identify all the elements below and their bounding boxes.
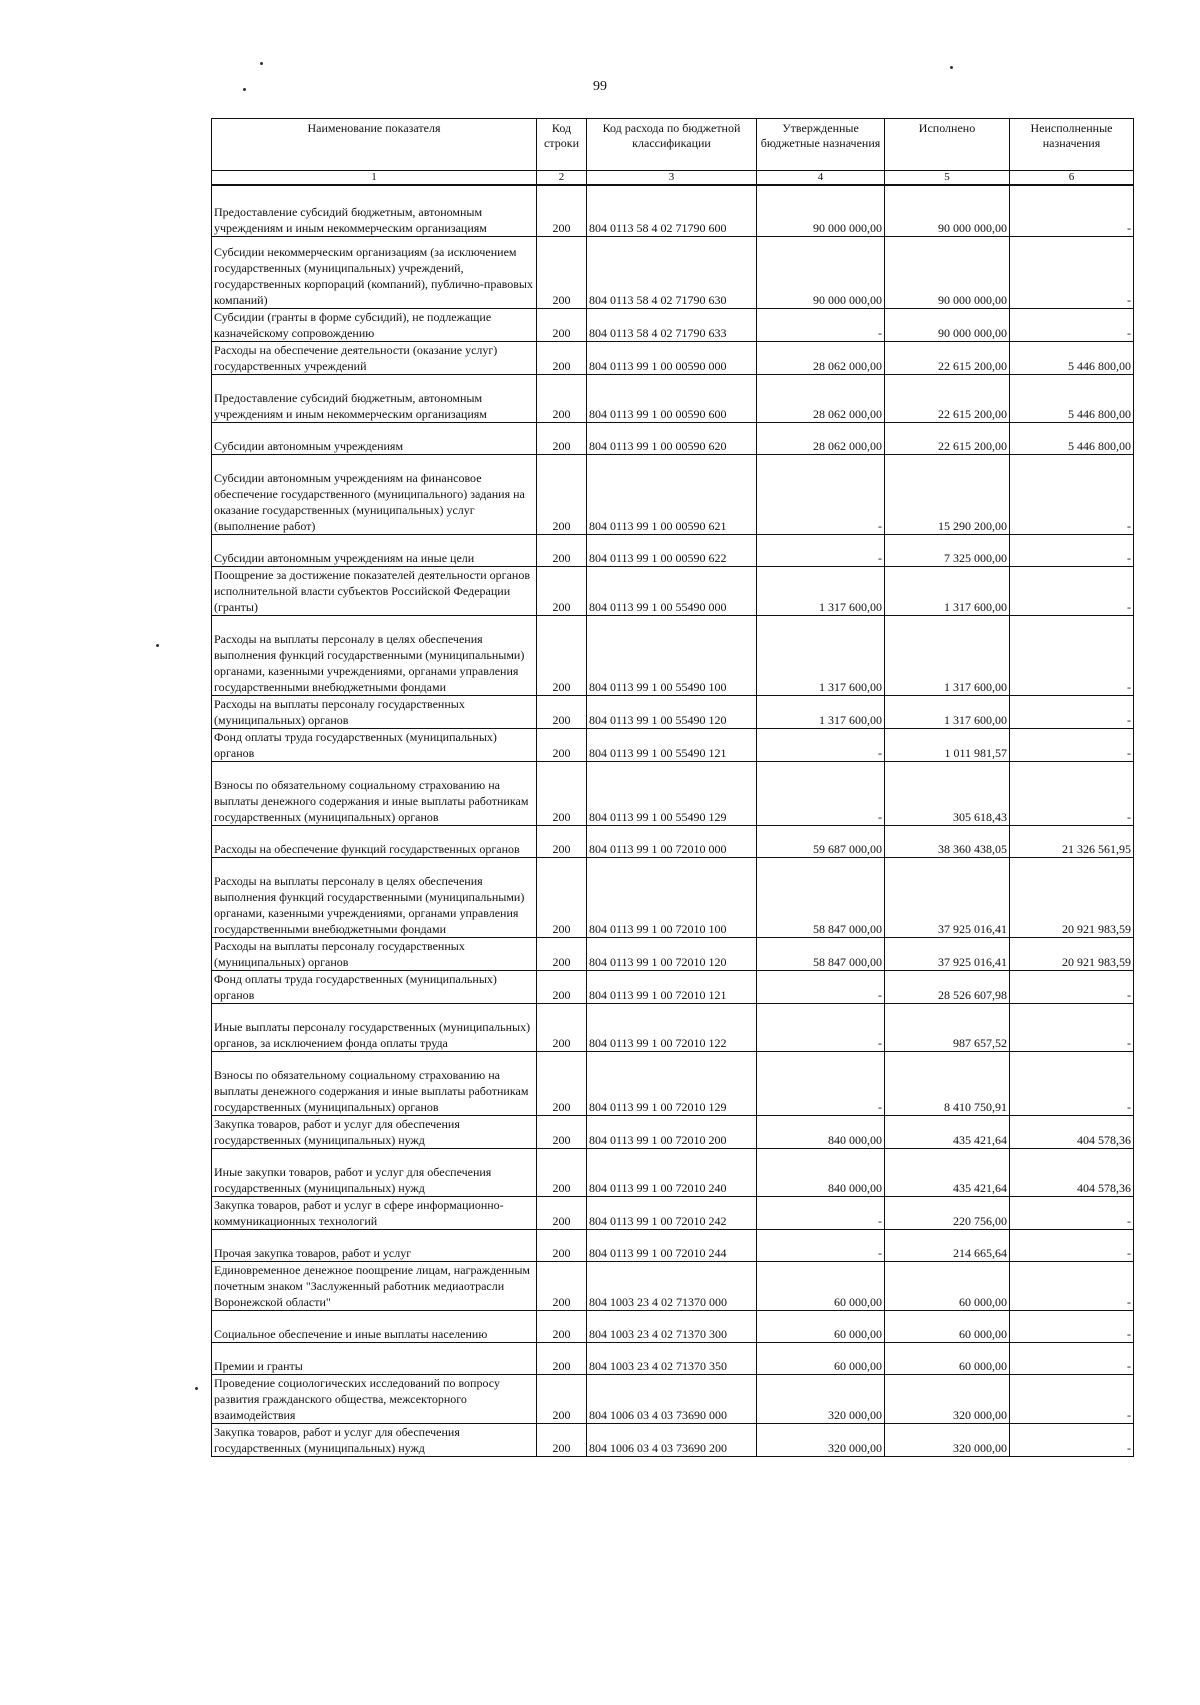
row-approved-amount: 320 000,00 [757,1424,885,1457]
row-unexecuted-amount: - [1010,971,1134,1004]
table-row [212,342,1134,375]
row-line-code-cell: 200 [537,1230,587,1262]
row-executed-amount: 1 011 981,57 [885,729,1010,762]
row-line-code-cell: 200 [537,1004,587,1052]
row-budget-code-cell: 804 0113 99 1 00 55490 121 [587,729,757,762]
row-name-cell: Социальное обеспечение и иные выплаты населению [212,1311,537,1343]
scan-speck [195,1387,198,1390]
table-row [212,1149,1134,1197]
row-executed-amount: 90 000 000,00 [885,185,1010,237]
column-header-budget-code: Код расхода по бюджетной классификации [587,119,757,171]
row-approved-amount: 840 000,00 [757,1149,885,1197]
table-row [212,1116,1134,1149]
row-unexecuted-amount: - [1010,309,1134,342]
row-budget-code-cell: 804 0113 58 4 02 71790 630 [587,237,757,309]
table-row [212,1424,1134,1457]
row-line-code-cell: 200 [537,1197,587,1230]
table-row [212,185,1134,237]
column-number: 1 [212,171,537,185]
row-name-cell: Прочая закупка товаров, работ и услуг [212,1230,537,1262]
table-row [212,567,1134,616]
column-header-executed: Исполнено [885,119,1010,171]
table-row [212,1311,1134,1343]
row-unexecuted-amount: - [1010,1375,1134,1424]
column-header-approved: Утвержденные бюджетные назначения [757,119,885,171]
row-name-cell: Субсидии автономным учреждениям на иные цели [212,535,537,567]
row-line-code-cell: 200 [537,1052,587,1116]
row-approved-amount: - [757,1230,885,1262]
table-row [212,237,1134,309]
table-row [212,1262,1134,1311]
row-unexecuted-amount: - [1010,237,1134,309]
row-name-cell: Закупка товаров, работ и услуг в сфере информационно-коммуникационных технологий [212,1197,537,1230]
row-line-code-cell: 200 [537,696,587,729]
table-row [212,858,1134,938]
table-row [212,971,1134,1004]
row-unexecuted-amount: - [1010,1004,1134,1052]
row-line-code-cell: 200 [537,455,587,535]
row-unexecuted-amount: - [1010,185,1134,237]
row-line-code-cell: 200 [537,1424,587,1457]
row-line-code-cell: 200 [537,1375,587,1424]
budget-execution-table [211,118,1134,1457]
table-row [212,1343,1134,1375]
row-approved-amount: - [757,1052,885,1116]
row-executed-amount: 90 000 000,00 [885,309,1010,342]
table-row [212,1004,1134,1052]
row-line-code-cell: 200 [537,616,587,696]
row-budget-code-cell: 804 0113 99 1 00 00590 600 [587,375,757,423]
row-budget-code-cell: 804 0113 58 4 02 71790 600 [587,185,757,237]
row-line-code-cell: 200 [537,1311,587,1343]
row-approved-amount: 320 000,00 [757,1375,885,1424]
row-line-code-cell: 200 [537,309,587,342]
row-name-cell: Фонд оплаты труда государственных (муниципальных) органов [212,971,537,1004]
row-name-cell: Расходы на обеспечение функций государственных органов [212,826,537,858]
row-budget-code-cell: 804 0113 99 1 00 00590 000 [587,342,757,375]
row-budget-code-cell: 804 0113 99 1 00 72010 200 [587,1116,757,1149]
row-line-code-cell: 200 [537,1343,587,1375]
row-budget-code-cell: 804 1006 03 4 03 73690 000 [587,1375,757,1424]
row-budget-code-cell: 804 1006 03 4 03 73690 200 [587,1424,757,1457]
column-number-row [212,171,1134,185]
table-row [212,729,1134,762]
row-unexecuted-amount: - [1010,1230,1134,1262]
row-name-cell: Предоставление субсидий бюджетным, автономным учреждениям и иным некоммерческим организациям [212,375,537,423]
row-line-code-cell: 200 [537,1262,587,1311]
row-name-cell: Субсидии автономным учреждениям [212,423,537,455]
row-executed-amount: 22 615 200,00 [885,375,1010,423]
row-executed-amount: 22 615 200,00 [885,423,1010,455]
row-budget-code-cell: 804 0113 99 1 00 72010 240 [587,1149,757,1197]
row-name-cell: Фонд оплаты труда государственных (муниципальных) органов [212,729,537,762]
table-row [212,1197,1134,1230]
row-executed-amount: 37 925 016,41 [885,858,1010,938]
column-number: 2 [537,171,587,185]
row-budget-code-cell: 804 0113 99 1 00 55490 100 [587,616,757,696]
row-approved-amount: 60 000,00 [757,1262,885,1311]
column-header-name: Наименование показателя [212,119,537,171]
column-number: 6 [1010,171,1134,185]
row-executed-amount: 305 618,43 [885,762,1010,826]
row-unexecuted-amount: 20 921 983,59 [1010,938,1134,971]
row-name-cell: Закупка товаров, работ и услуг для обеспечения государственных (муниципальных) нужд [212,1116,537,1149]
column-number: 4 [757,171,885,185]
row-executed-amount: 28 526 607,98 [885,971,1010,1004]
row-line-code-cell: 200 [537,567,587,616]
row-approved-amount: 59 687 000,00 [757,826,885,858]
row-budget-code-cell: 804 1003 23 4 02 71370 350 [587,1343,757,1375]
row-budget-code-cell: 804 0113 99 1 00 55490 120 [587,696,757,729]
row-name-cell: Расходы на обеспечение деятельности (оказание услуг) государственных учреждений [212,342,537,375]
table-row [212,455,1134,535]
row-approved-amount: 1 317 600,00 [757,696,885,729]
row-line-code-cell: 200 [537,535,587,567]
row-budget-code-cell: 804 0113 99 1 00 72010 244 [587,1230,757,1262]
row-line-code-cell: 200 [537,237,587,309]
row-name-cell: Премии и гранты [212,1343,537,1375]
row-budget-code-cell: 804 0113 99 1 00 55490 000 [587,567,757,616]
row-budget-code-cell: 804 1003 23 4 02 71370 000 [587,1262,757,1311]
row-approved-amount: 840 000,00 [757,1116,885,1149]
row-line-code-cell: 200 [537,971,587,1004]
table-row [212,696,1134,729]
scan-speck [950,66,953,69]
column-number: 5 [885,171,1010,185]
row-unexecuted-amount: - [1010,1197,1134,1230]
column-header-line-code: Код строки [537,119,587,171]
scan-speck [260,62,263,65]
row-budget-code-cell: 804 0113 99 1 00 55490 129 [587,762,757,826]
row-executed-amount: 38 360 438,05 [885,826,1010,858]
row-unexecuted-amount: - [1010,1262,1134,1311]
row-executed-amount: 1 317 600,00 [885,696,1010,729]
row-executed-amount: 987 657,52 [885,1004,1010,1052]
row-approved-amount: 60 000,00 [757,1343,885,1375]
row-name-cell: Взносы по обязательному социальному страхованию на выплаты денежного содержания и иные выплаты работникам государственных (муниципальных) органов [212,762,537,826]
row-unexecuted-amount: 5 446 800,00 [1010,375,1134,423]
row-executed-amount: 435 421,64 [885,1116,1010,1149]
row-unexecuted-amount: 5 446 800,00 [1010,423,1134,455]
row-name-cell: Расходы на выплаты персоналу государственных (муниципальных) органов [212,696,537,729]
table-row [212,309,1134,342]
row-name-cell: Субсидии некоммерческим организациям (за исключением государственных (муниципальных) учреждений, государственных корпораций (компаний), публично-правовых компаний) [212,237,537,309]
row-name-cell: Субсидии (гранты в форме субсидий), не подлежащие казначейскому сопровождению [212,309,537,342]
column-header-unexecuted: Неисполненные назначения [1010,119,1134,171]
row-unexecuted-amount: - [1010,535,1134,567]
row-executed-amount: 8 410 750,91 [885,1052,1010,1116]
table-row [212,1375,1134,1424]
row-name-cell: Закупка товаров, работ и услуг для обеспечения государственных (муниципальных) нужд [212,1424,537,1457]
row-unexecuted-amount: - [1010,455,1134,535]
row-line-code-cell: 200 [537,1149,587,1197]
row-line-code-cell: 200 [537,938,587,971]
row-unexecuted-amount: 404 578,36 [1010,1149,1134,1197]
row-approved-amount: - [757,455,885,535]
row-name-cell: Расходы на выплаты персоналу государственных (муниципальных) органов [212,938,537,971]
row-line-code-cell: 200 [537,1116,587,1149]
row-executed-amount: 214 665,64 [885,1230,1010,1262]
row-executed-amount: 7 325 000,00 [885,535,1010,567]
row-name-cell: Иные закупки товаров, работ и услуг для обеспечения государственных (муниципальных) нужд [212,1149,537,1197]
table-row [212,826,1134,858]
row-approved-amount: 1 317 600,00 [757,616,885,696]
row-executed-amount: 1 317 600,00 [885,616,1010,696]
row-executed-amount: 435 421,64 [885,1149,1010,1197]
row-budget-code-cell: 804 0113 99 1 00 72010 100 [587,858,757,938]
row-approved-amount: 60 000,00 [757,1311,885,1343]
table-body [212,185,1134,1457]
row-unexecuted-amount: - [1010,1311,1134,1343]
row-unexecuted-amount: 20 921 983,59 [1010,858,1134,938]
row-unexecuted-amount: - [1010,567,1134,616]
row-budget-code-cell: 804 0113 99 1 00 72010 129 [587,1052,757,1116]
row-approved-amount: - [757,1004,885,1052]
table-row [212,535,1134,567]
row-line-code-cell: 200 [537,342,587,375]
row-budget-code-cell: 804 0113 99 1 00 00590 620 [587,423,757,455]
row-executed-amount: 60 000,00 [885,1262,1010,1311]
row-executed-amount: 90 000 000,00 [885,237,1010,309]
row-name-cell: Проведение социологических исследований по вопросу развития гражданского общества, межсекторного взаимодействия [212,1375,537,1424]
row-unexecuted-amount: 404 578,36 [1010,1116,1134,1149]
table-row [212,938,1134,971]
row-executed-amount: 22 615 200,00 [885,342,1010,375]
row-unexecuted-amount: - [1010,1343,1134,1375]
scan-speck [156,644,159,647]
row-line-code-cell: 200 [537,375,587,423]
row-unexecuted-amount: - [1010,1052,1134,1116]
row-approved-amount: - [757,762,885,826]
row-executed-amount: 320 000,00 [885,1375,1010,1424]
table-row [212,1230,1134,1262]
row-executed-amount: 15 290 200,00 [885,455,1010,535]
row-unexecuted-amount: - [1010,729,1134,762]
scan-speck [243,88,246,91]
row-line-code-cell: 200 [537,185,587,237]
row-approved-amount: 90 000 000,00 [757,237,885,309]
row-approved-amount: - [757,1197,885,1230]
row-approved-amount: - [757,729,885,762]
row-executed-amount: 320 000,00 [885,1424,1010,1457]
table-row [212,375,1134,423]
row-budget-code-cell: 804 0113 99 1 00 72010 000 [587,826,757,858]
row-name-cell: Поощрение за достижение показателей деятельности органов исполнительной власти субъектов Российской Федерации (гранты) [212,567,537,616]
row-approved-amount: - [757,535,885,567]
row-executed-amount: 1 317 600,00 [885,567,1010,616]
row-line-code-cell: 200 [537,826,587,858]
row-budget-code-cell: 804 0113 99 1 00 00590 622 [587,535,757,567]
row-approved-amount: 28 062 000,00 [757,342,885,375]
table-row [212,423,1134,455]
row-name-cell: Взносы по обязательному социальному страхованию на выплаты денежного содержания и иные выплаты работникам государственных (муниципальных) органов [212,1052,537,1116]
row-executed-amount: 220 756,00 [885,1197,1010,1230]
table-header-row [212,119,1134,171]
row-name-cell: Единовременное денежное поощрение лицам, награжденным почетным знаком "Заслуженный работник медиаотрасли Воронежской области" [212,1262,537,1311]
row-line-code-cell: 200 [537,423,587,455]
row-unexecuted-amount: - [1010,1424,1134,1457]
row-executed-amount: 37 925 016,41 [885,938,1010,971]
row-approved-amount: 28 062 000,00 [757,375,885,423]
row-budget-code-cell: 804 0113 99 1 00 00590 621 [587,455,757,535]
row-name-cell: Расходы на выплаты персоналу в целях обеспечения выполнения функций государственными (муниципальными) органами, казенными учреждениями, органами управления государственными внебюджетными фондами [212,616,537,696]
row-executed-amount: 60 000,00 [885,1311,1010,1343]
row-budget-code-cell: 804 0113 99 1 00 72010 122 [587,1004,757,1052]
row-approved-amount: 1 317 600,00 [757,567,885,616]
row-line-code-cell: 200 [537,729,587,762]
row-budget-code-cell: 804 1003 23 4 02 71370 300 [587,1311,757,1343]
row-budget-code-cell: 804 0113 58 4 02 71790 633 [587,309,757,342]
table-row [212,762,1134,826]
row-approved-amount: - [757,971,885,1004]
row-approved-amount: 58 847 000,00 [757,938,885,971]
row-budget-code-cell: 804 0113 99 1 00 72010 120 [587,938,757,971]
row-unexecuted-amount: 5 446 800,00 [1010,342,1134,375]
column-number: 3 [587,171,757,185]
row-name-cell: Субсидии автономным учреждениям на финансовое обеспечение государственного (муниципального) задания на оказание государственных (муниципальных) услуг (выполнение работ) [212,455,537,535]
row-unexecuted-amount: 21 326 561,95 [1010,826,1134,858]
page-number: 99 [593,79,607,94]
row-approved-amount: - [757,309,885,342]
row-unexecuted-amount: - [1010,696,1134,729]
table-row [212,1052,1134,1116]
row-budget-code-cell: 804 0113 99 1 00 72010 242 [587,1197,757,1230]
row-name-cell: Расходы на выплаты персоналу в целях обеспечения выполнения функций государственными (муниципальными) органами, казенными учреждениями, органами управления государственными внебюджетными фондами [212,858,537,938]
row-name-cell: Предоставление субсидий бюджетным, автономным учреждениям и иным некоммерческим организациям [212,185,537,237]
row-unexecuted-amount: - [1010,762,1134,826]
row-line-code-cell: 200 [537,858,587,938]
row-line-code-cell: 200 [537,762,587,826]
row-unexecuted-amount: - [1010,616,1134,696]
row-name-cell: Иные выплаты персоналу государственных (муниципальных) органов, за исключением фонда оплаты труда [212,1004,537,1052]
row-budget-code-cell: 804 0113 99 1 00 72010 121 [587,971,757,1004]
row-approved-amount: 90 000 000,00 [757,185,885,237]
row-approved-amount: 28 062 000,00 [757,423,885,455]
table-row [212,616,1134,696]
row-approved-amount: 58 847 000,00 [757,858,885,938]
row-executed-amount: 60 000,00 [885,1343,1010,1375]
